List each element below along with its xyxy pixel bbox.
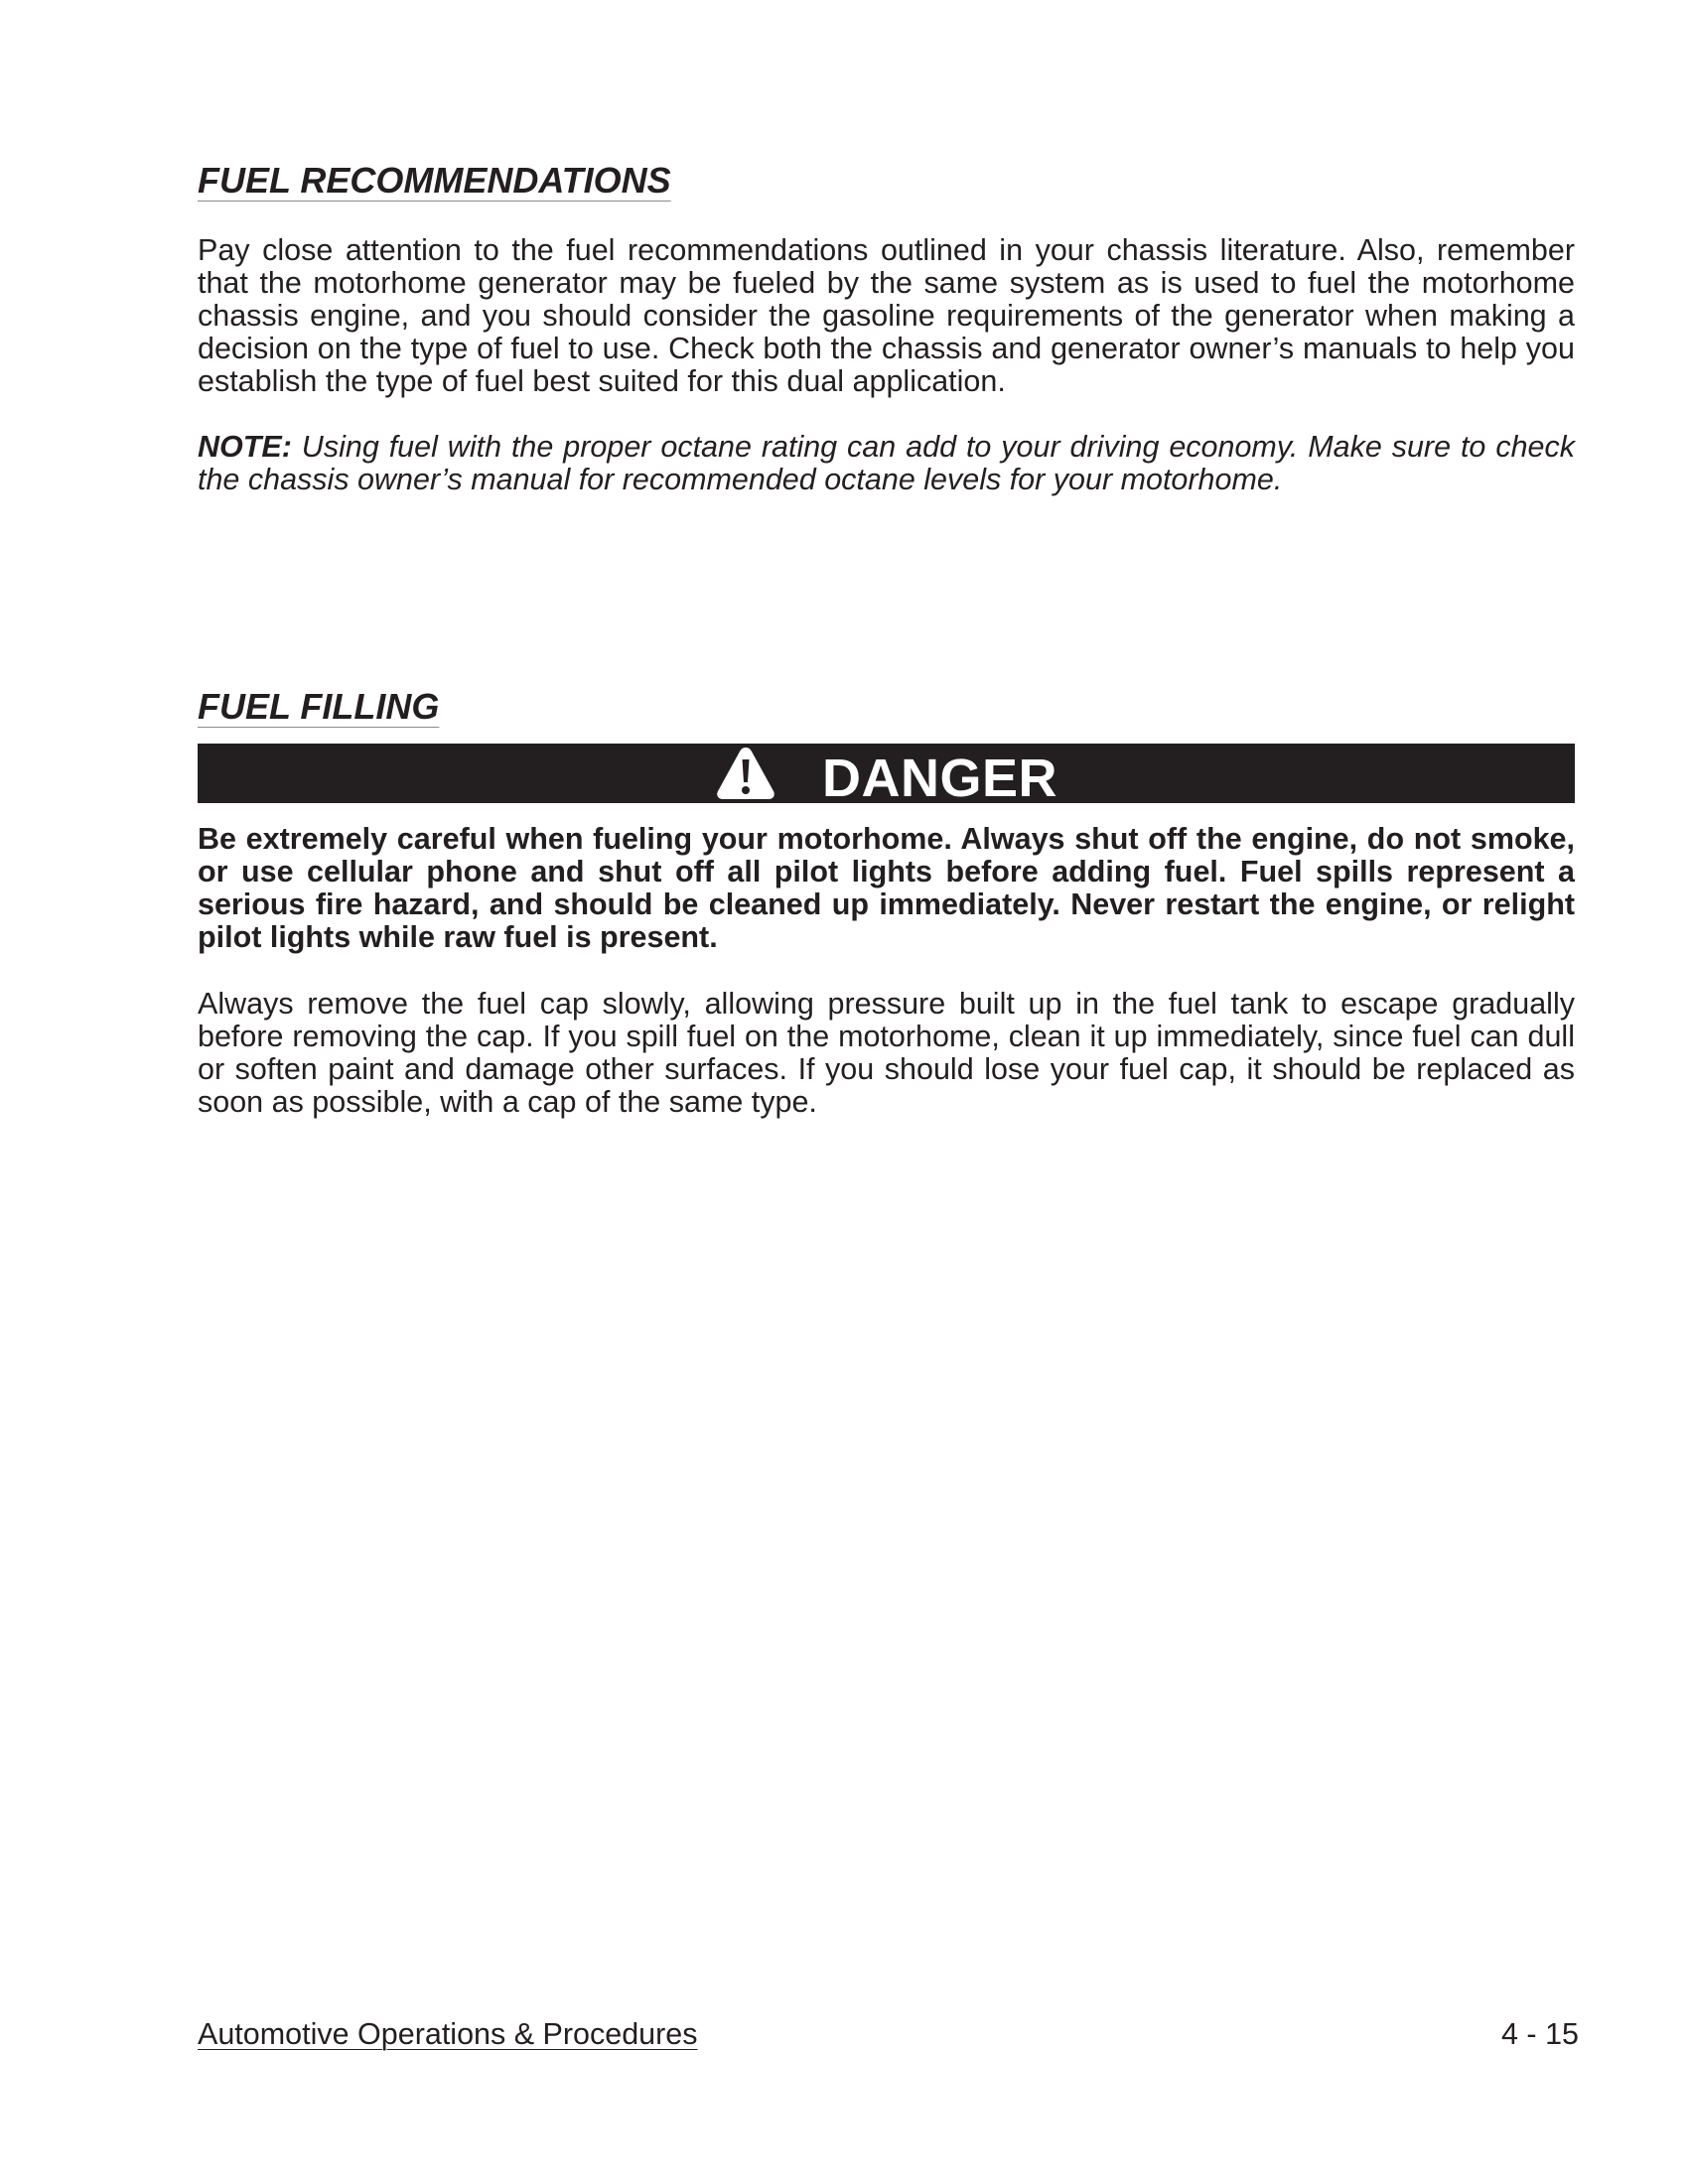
danger-label: DANGER [821,749,1057,808]
fuel-filling-paragraph: Always remove the fuel cap slowly, allowing pressure built up in the fuel tank to escape gradually before removing the cap. If you spill fuel on the motorhome, clean it up immediately, since fuel can dull or soften paint and damage other surfaces. If you should lose your fuel cap, it should be replaced as soon as possible, with a cap of the same type. [198,987,1575,1119]
fuel-recommendations-paragraph: Pay close attention to the fuel recommendations outlined in your chassis literature. Also, remember that the motorhome generator may be fueled by the same system as is used to fuel the motorhome chassis engine, and you should consider the gasoline requirements of the generator when making a decision on the type of fuel to use. Check both the chassis and generator owner’s manuals to help you establish the type of fuel best suited for this dual application. [198,233,1575,398]
fuel-recommendations-note [198,431,1575,496]
note-text: Using fuel with the proper octane rating can add to your driving economy. Make sure to check the chassis owner’s manual for recommended octane levels for your motorhome. [198,430,1575,496]
warning-triangle-icon [715,746,776,801]
fuel-filling-heading: FUEL FILLING [198,686,440,727]
footer-page-number: 4 - 15 [1501,2017,1579,2051]
danger-banner [198,744,1575,808]
note-label: NOTE: [198,430,292,464]
danger-warning-text: Be extremely careful when fueling your motorhome. Always shut off the engine, do not smoke, or use cellular phone and shut off all pilot lights before adding fuel. Fuel spills represent a serious fire hazard, and should be cleaned up immediately. Never restart the engine, or relight pilot lights while raw fuel is present. [198,822,1575,954]
footer-chapter-title: Automotive Operations & Procedures [198,2017,698,2051]
fuel-recommendations-heading: FUEL RECOMMENDATIONS [198,160,671,201]
